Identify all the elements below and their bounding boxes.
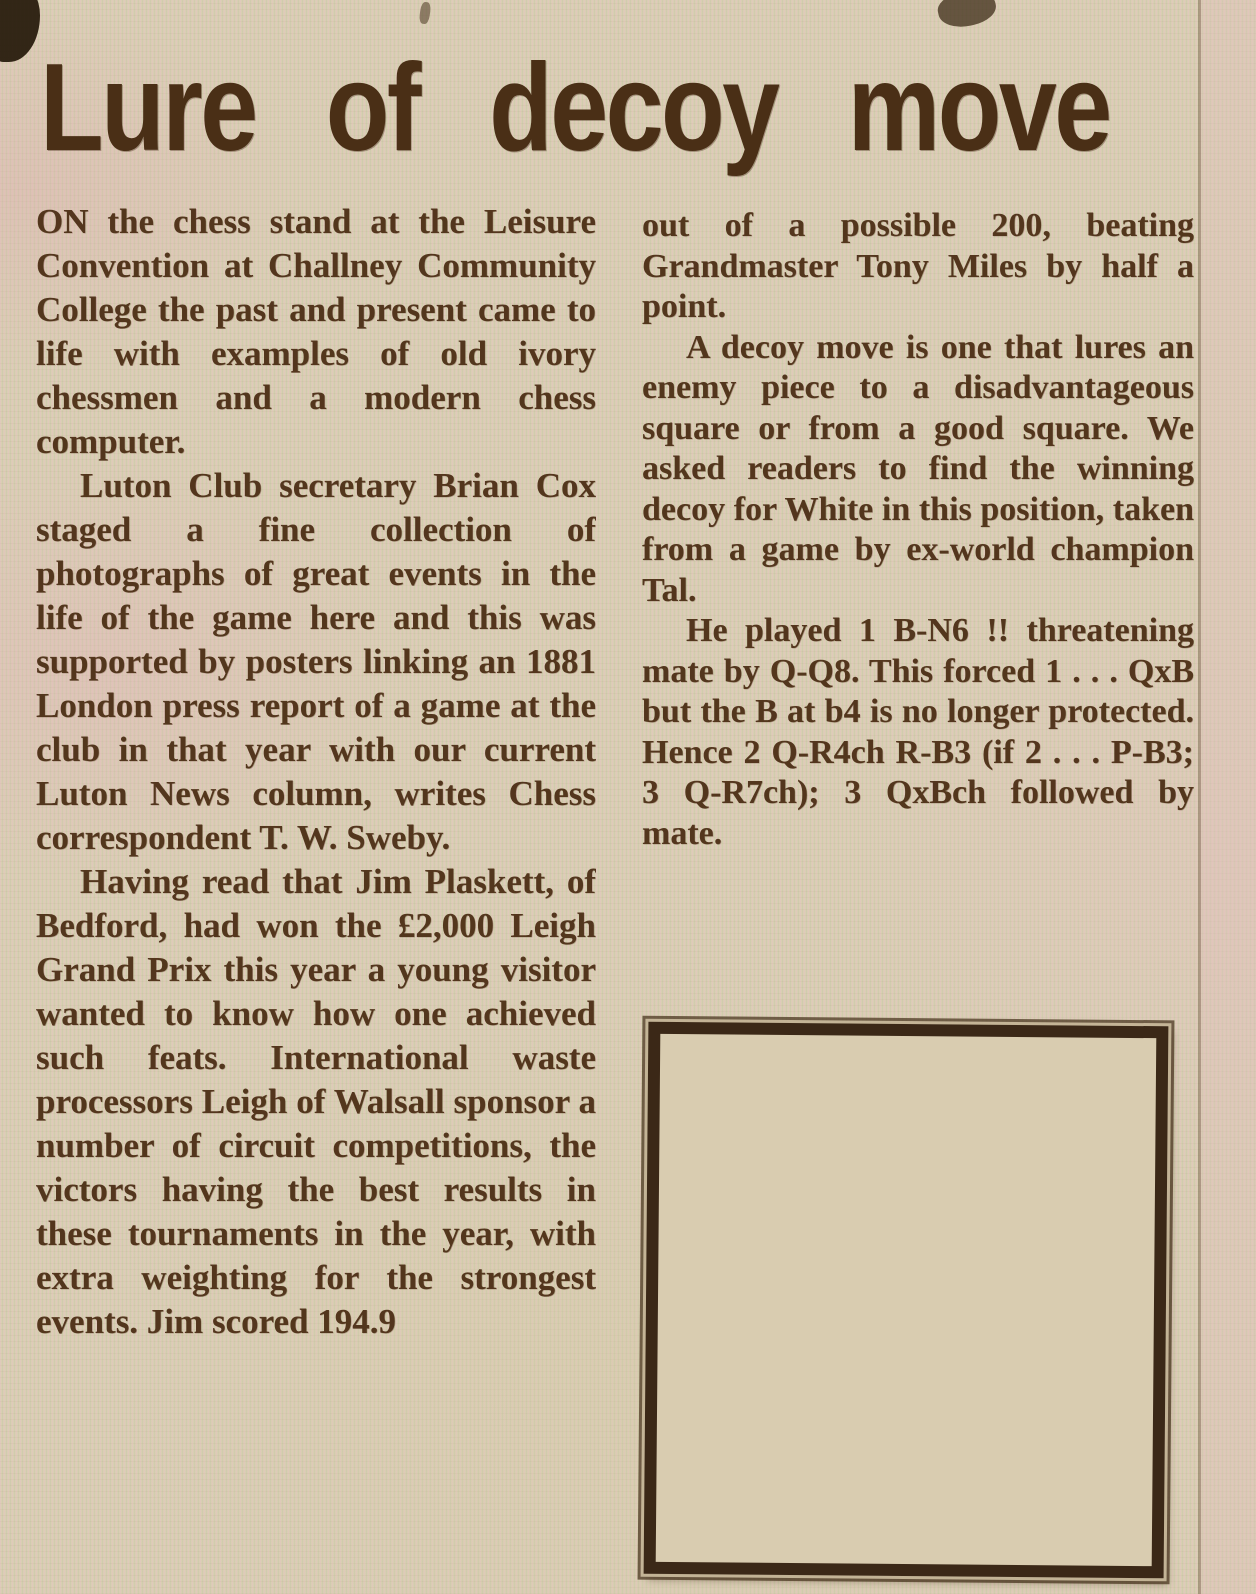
chess-board <box>656 1034 1157 1566</box>
article-paragraph: ON the chess stand at the Leisure Convention at Challney Community College the past and present came to life with examples of old ivory chessmen and a modern chess computer. <box>36 202 596 461</box>
scan-smudge-artifact <box>935 0 999 32</box>
article-paragraph: Luton Club secretary Brian Cox staged a fine collection of photographs of great events in the life of the game here and this was supported by posters linking an 1881 London press report of a game at the club in that year with our current Luton News column, writes Chess correspondent T. W. Sweby. <box>36 466 596 857</box>
column-rule <box>1198 0 1201 1594</box>
chess-diagram <box>644 1022 1169 1579</box>
scan-corner-artifact <box>0 0 40 62</box>
article-column-right <box>642 206 1194 1018</box>
scan-mark-artifact <box>419 1 432 24</box>
article-column-left <box>36 200 596 1594</box>
article-paragraph: A decoy move is one that lures an enemy piece to a disadvantageous square or from a good square. We asked readers to find the winning decoy for White in this position, taken from a game by ex-world champion Tal. <box>642 328 1194 609</box>
headline: Lure of decoy move <box>40 39 1110 177</box>
article-paragraph-solution: He played 1 B-N6 !! threatening mate by Q-Q8. This forced 1 . . . QxB but the B at b4 is no longer protected. Hence 2 Q-R4ch R-B3 (if 2 . . . P-B3; 3 Q-R7ch); 3 QxBch followed by mate. <box>642 612 1194 852</box>
page-right-margin <box>1201 0 1256 1594</box>
article-paragraph: Having read that Jim Plaskett, of Bedford, had won the £2,000 Leigh Grand Prix this year a young visitor wanted to know how one achieved such feats. International waste processors Leigh of Walsall sponsor a number of circuit competitions, the victors having the best results in these tournaments in the year, with extra weighting for the strongest events. Jim scored 194.9 <box>36 862 596 1341</box>
article-paragraph-continuation: out of a possible 200, beating Grandmaster Tony Miles by half a point. <box>642 207 1194 325</box>
